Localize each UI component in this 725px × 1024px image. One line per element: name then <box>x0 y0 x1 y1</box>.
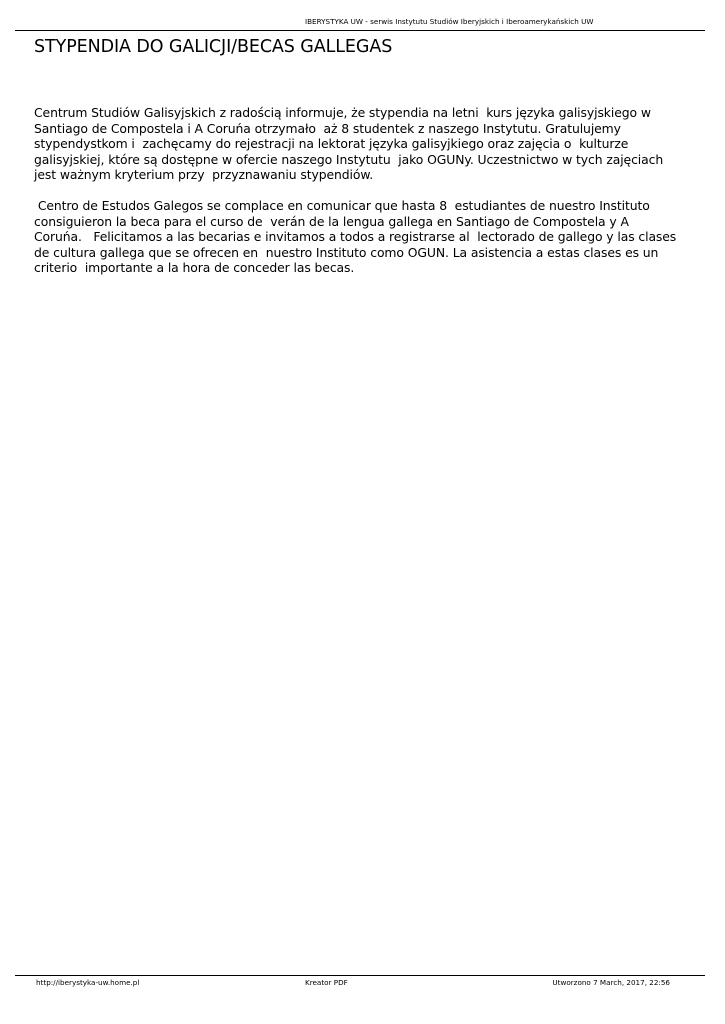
paragraph-line: Santiago de Compostela i A Coruńa otrzymało aż 8 studentek z naszego Instytutu. Gratulujemy <box>34 120 621 136</box>
footer-generator: Kreator PDF <box>305 978 348 987</box>
paragraph-line: de cultura gallega que se ofrecen en nuestro Instituto como OGUN. La asistencia a estas clases es un <box>34 244 659 260</box>
paragraph-line: stypendystkom i zachęcamy do rejestracji na lektorat języka galisyjkiego oraz zajęcia o kulturze <box>34 136 629 151</box>
paragraph-line: jest ważnym kryterium przy przyznawaniu stypendiów. <box>34 167 374 182</box>
page-footer <box>15 975 705 990</box>
paragraph-line: galisyjskiej, które są dostępne w ofercie naszego Instytutu jako OGUNy. Uczestnictwo w tych zajęciach <box>34 151 664 167</box>
paragraph-line: Centrum Studiów Galisyjskich z radością informuje, że stypendia na letni kurs języka galisyjskiego w <box>34 105 651 120</box>
footer-url: http://iberystyka-uw.home.pl <box>36 978 140 987</box>
site-title: IBERYSTYKA UW - serwis Instytutu Studiów Iberyjskich i Iberoamerykańskich UW <box>305 17 594 26</box>
paragraph-line: criterio importante a la hora de conceder las becas. <box>34 260 355 275</box>
article-body <box>34 105 694 276</box>
footer-created-date: Utworzono 7 March, 2017, 22:56 <box>552 978 670 987</box>
article-paragraph-spanish <box>34 198 694 276</box>
paragraph-line: Coruńa. Felicitamos a las becarias e invitamos a todos a registrarse al lectorado de gallego y las clases <box>34 229 677 244</box>
article-title: STYPENDIA DO GALICJI/BECAS GALLEGAS <box>34 37 393 57</box>
paragraph-line: Centro de Estudos Galegos se complace en comunicar que hasta 8 estudiantes de nuestro Instituto <box>34 198 650 213</box>
page-header <box>15 14 705 31</box>
article-paragraph-polish <box>34 105 694 183</box>
paragraph-line: consiguieron la beca para el curso de verán de la lengua gallega en Santiago de Compostela y A <box>34 213 629 229</box>
